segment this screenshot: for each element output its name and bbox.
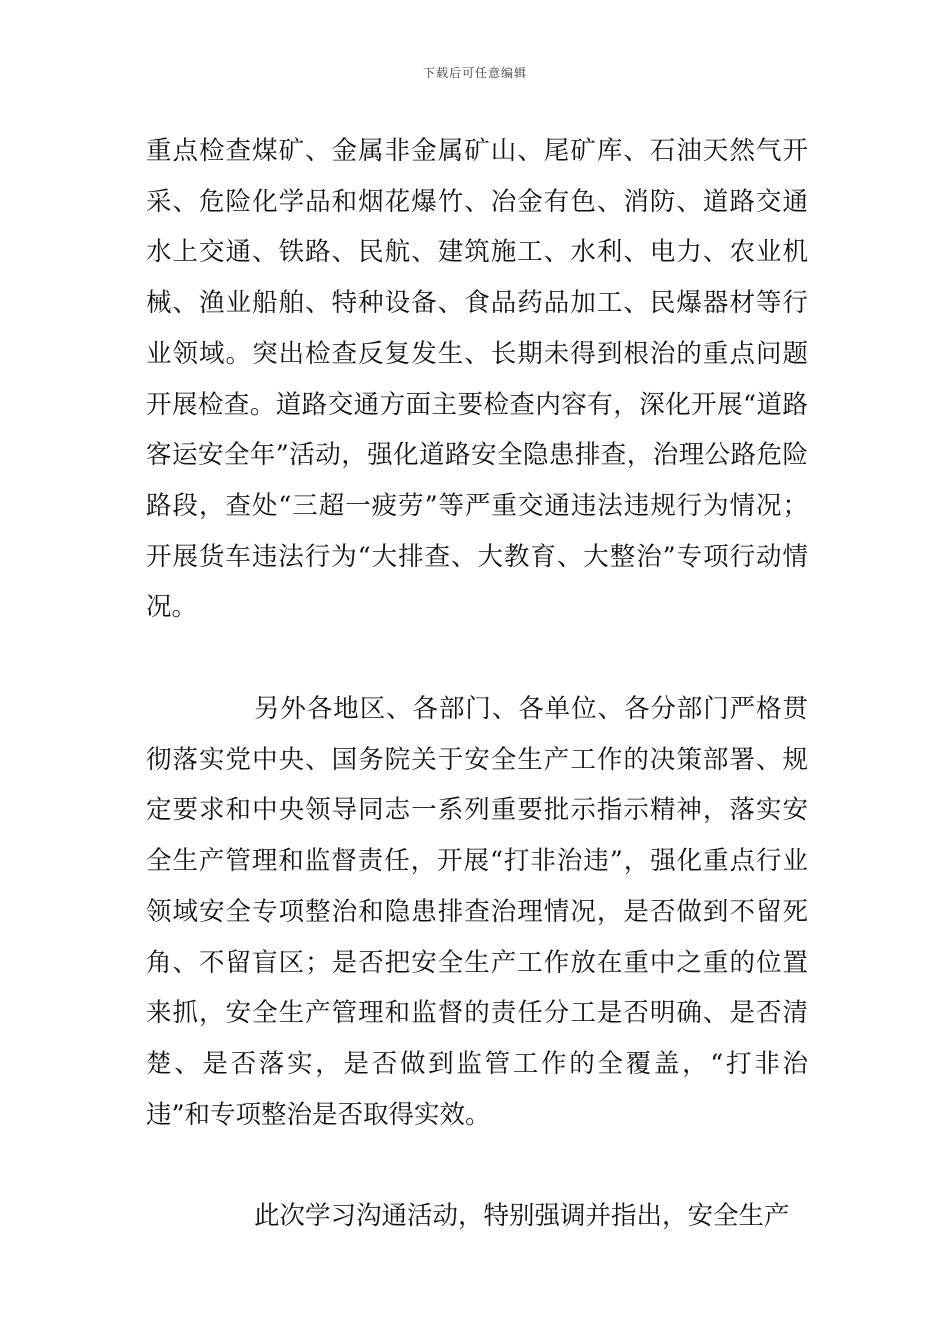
paragraph-2: 另外各地区、各部门、各单位、各分部门严格贯彻落实党中央、国务院关于安全生产工作的决策部署、规定要求和中央领导同志一系列重要批示指示精神，落实安全生产管理和监督责任，开展“打非治违”，强化重点行业领域安全专项整治和隐患排查治理情况，是否做到不留死角、不留盲区；是否把安全生产工作放在重中之重的位置来抓，安全生产管理和监督的责任分工是否明确、是否清楚、是否落实，是否做到监管工作的全覆盖，“打非治违”和专项整治是否取得实效。 (146, 694, 808, 1130)
paragraph-3: 此次学习沟通活动，特别强调并指出，安全生产 (254, 1201, 790, 1232)
paragraph-spacer (146, 633, 808, 684)
page-header: 下载后可任意编辑 (422, 66, 527, 80)
document-body (146, 126, 808, 1242)
paragraph-spacer (146, 1140, 808, 1191)
paragraph-1: 重点检查煤矿、金属非金属矿山、尾矿库、石油天然气开采、危险化学品和烟花爆竹、冶金有色、消防、道路交通水上交通、铁路、民航、建筑施工、水利、电力、农业机械、渔业船舶、特种设备、食品药品加工、民爆器材等行业领域。突出检查反复发生、长期未得到根治的重点问题开展检查。道路交通方面主要检查内容有，深化开展“道路客运安全年”活动，强化道路安全隐患排查，治理公路危险路段，查处“三超一疲劳”等严重交通违法违规行为情况；开展货车违法行为“大排查、大教育、大整治”专项行动情况。 (146, 136, 808, 623)
